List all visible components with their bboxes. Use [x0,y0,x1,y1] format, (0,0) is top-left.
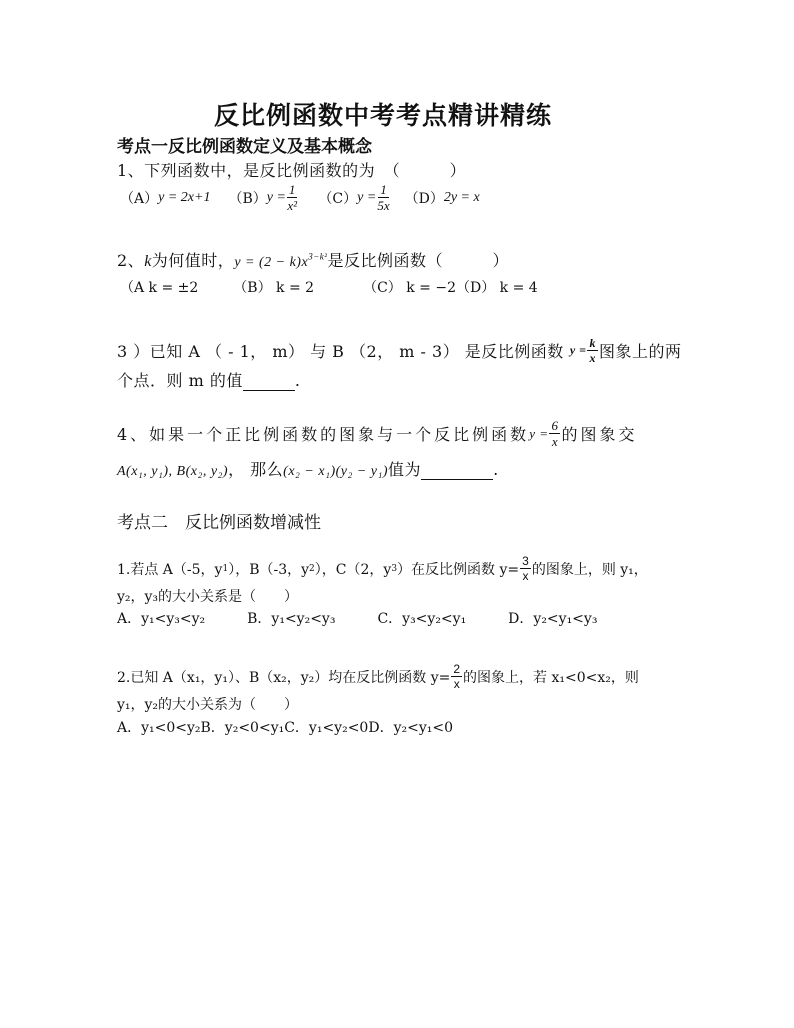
q3-num: k [589,336,596,350]
q2-prefix: 2、 [117,251,145,270]
question-1-4-line1 [117,419,638,448]
s2q1-fraction [520,555,531,582]
q2-mid: 为何值时， [151,251,235,270]
q4-num: 6 [551,418,559,433]
s2q2-den: x [453,677,460,691]
option-a-expr: y = 2x+1 [158,189,211,205]
s2q1-b: ），B（-3，y [228,561,310,578]
q3-text: 3 ）已知 A （ - 1， m） 与 B （2， m - 3） 是反比例函数 [117,342,564,361]
section-heading-2: 考点二 反比例函数增减性 [117,513,321,533]
section-heading-1: 考点一反比例函数定义及基本概念 [117,137,372,157]
s2q2-end: 的图象上，若 x₁<0<x₂，则 [463,669,639,686]
option-d-expr: 2y = x [443,189,480,205]
question-2-1-line2: y₂，y₃的大小关系是（ ） [117,589,299,605]
q4-period: . [493,460,499,479]
question-2-2-line1 [117,663,639,690]
option-c-fraction [377,183,389,212]
q4-line2-end: 值为 [388,460,422,479]
question-2-1-options: A．y₁<y₃<y₂ B．y₁<y₂<y₃ C．y₃<y₂<y₁ D．y₂<y₁<y₃ [117,611,598,627]
q4-den: x [551,434,559,449]
option-c-den: 5x [377,198,390,213]
question-1-2-options: （A k = ±2 （B） k = 2 （C） k = −2（D） k = 4 [120,280,538,296]
option-a-label: （A） [120,190,159,207]
option-b-den: x² [287,198,297,213]
s2q1-sub-a: 1 [222,563,229,574]
s2q1-den: x [522,569,529,583]
question-1-2-stem [117,248,509,271]
question-2-1-line1 [117,555,648,582]
question-2-2-line2: y₁，y₂的大小关系为（ ） [117,697,299,713]
q4-fraction [549,419,560,448]
option-d-label: （D） [404,190,444,207]
q4-mid: ， 那么 [228,460,284,479]
q2-k: k [144,253,152,270]
s2q1-pre: 1.若点 A（-5，y [117,561,223,578]
option-c-num: 1 [380,182,387,197]
q4-points: A(x₁, y₁), B(x₂, y₂) [117,464,229,479]
question-1-3-line1 [117,337,682,364]
question-1-3-line2 [117,368,300,391]
option-b-fraction [287,183,298,212]
q3-lhs: y = [569,343,587,357]
s2q1-d: ），C（2，y [314,561,392,578]
question-1-1-stem: 1、下列函数中，是反比例函数的为 （ ） [117,161,467,180]
q4-lhs: y = [529,425,549,441]
question-1-1-options [120,183,480,212]
q4-text: 4、如果一个正比例函数的图象与一个反比例函数 [117,425,530,444]
option-c-lhs: y = [357,189,377,205]
q4-end: 的图象交 [561,425,638,444]
option-b-lhs: y = [266,189,286,205]
q3-den: x [589,351,596,365]
s2q1-num: 3 [522,554,529,568]
s2q2-fraction [451,663,462,690]
option-b-num: 1 [288,182,296,197]
question-2-2-options: A．y₁<0<y₂B．y₂<0<y₁C．y₁<y₂<0D．y₂<y₁<0 [117,720,453,736]
q3-line2: 个点．则 m 的值 [117,371,243,390]
q4-answer-blank[interactable] [421,460,493,480]
option-c-label: （C） [318,190,358,207]
s2q2-pre: 2.已知 A（x₁，y₁）、B（x₂，y₂）均在反比例函数 y= [117,669,451,686]
question-1-4-line2 [117,457,499,480]
q3-end: 图象上的两 [598,342,682,361]
q3-answer-blank[interactable] [243,371,295,391]
q2-suffix: 是反比例函数（ ） [327,251,509,270]
s2q1-sub-c: 2 [309,563,315,574]
q3-fraction [587,337,598,364]
s2q1-f: ）在反比例函数 y= [397,561,520,578]
s2q1-end: 的图象上，则 y₁， [531,561,648,578]
q2-expr: y = (2 − k)x [234,255,309,270]
s2q2-num: 2 [453,662,461,676]
q4-expr: (x₂ − x₁)(y₂ − y₁) [283,464,389,479]
q2-exponent: 3−k² [308,251,328,262]
page-title: 反比例函数中考考点精讲精练 [214,101,553,130]
s2q1-sub-e: 3 [391,563,398,574]
q3-line2-end: . [294,371,301,390]
option-b-label: （B） [228,190,267,207]
